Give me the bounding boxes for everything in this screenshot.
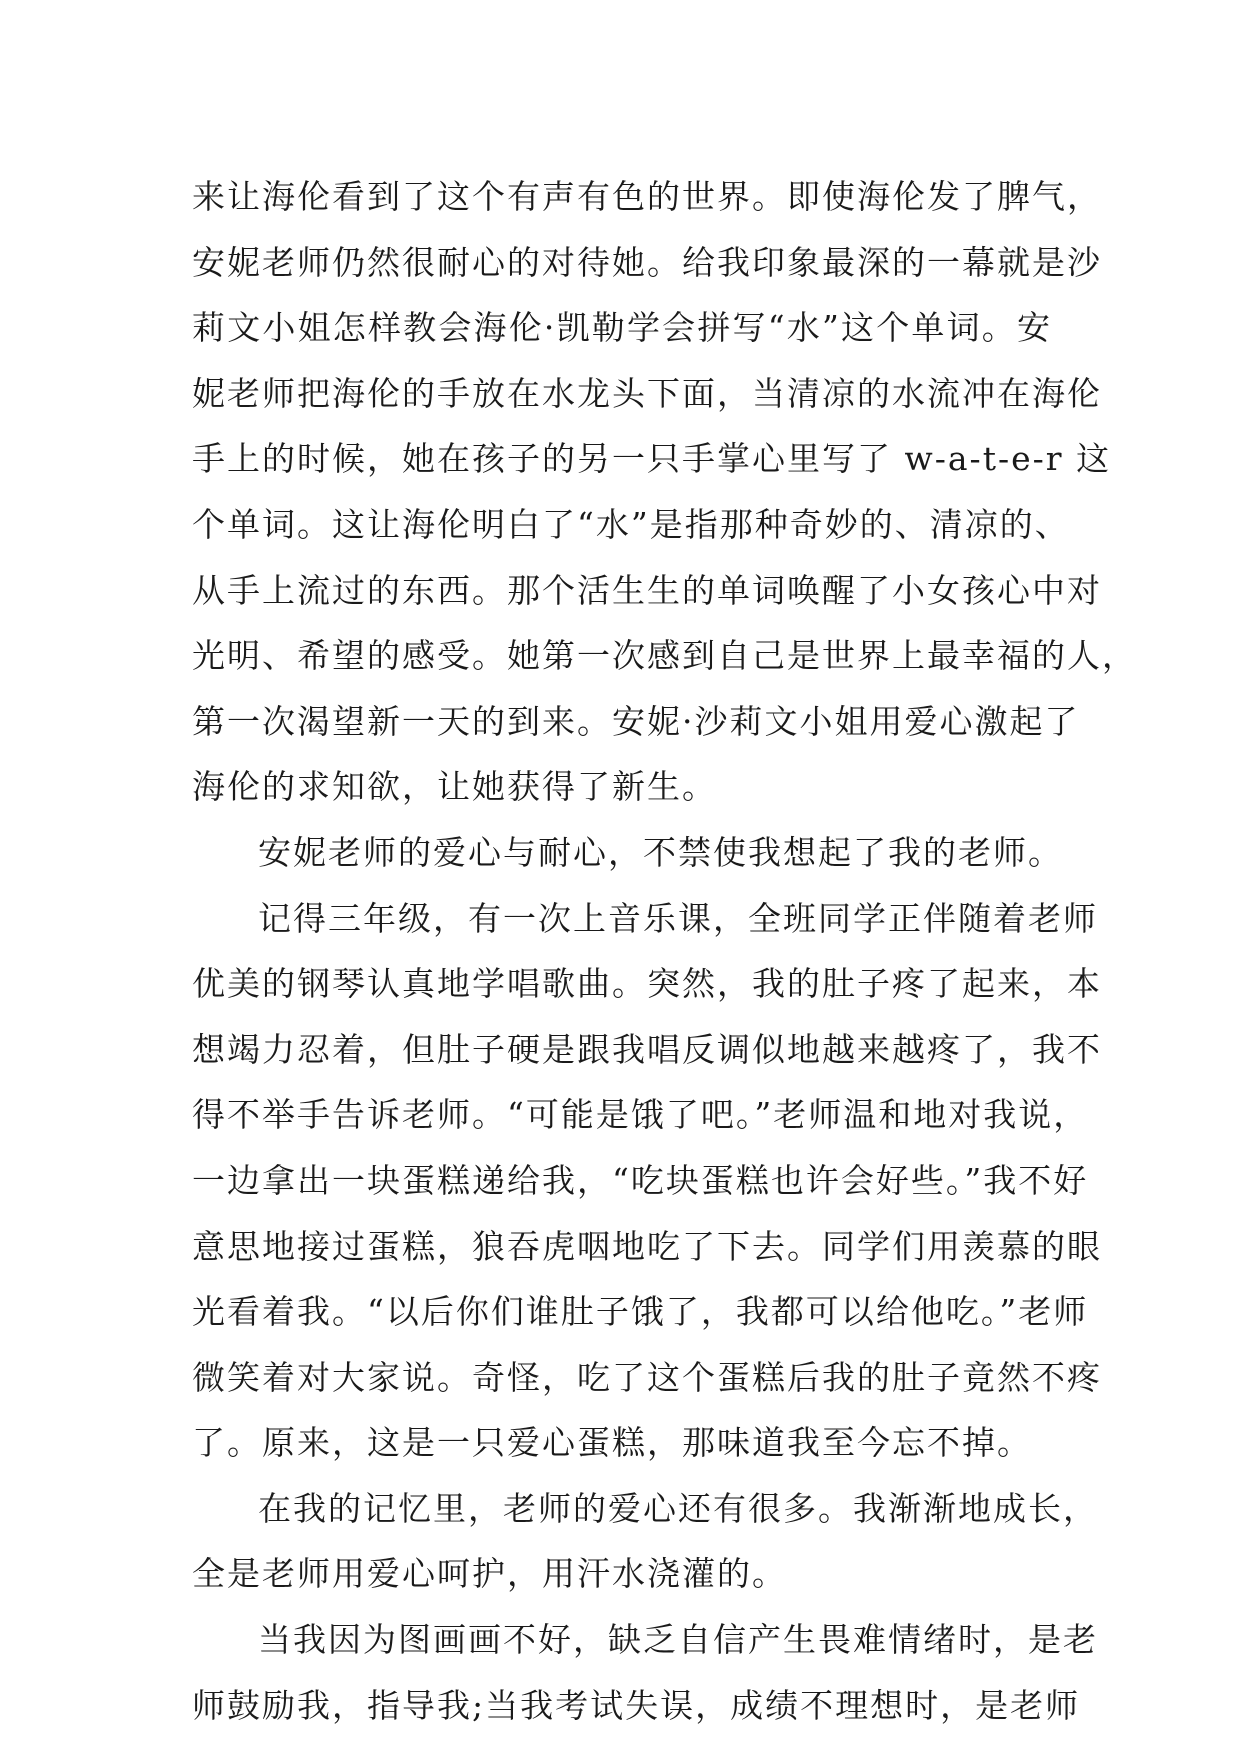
paragraph-start-line: 安妮老师的爱心与耐心，不禁使我想起了我的老师。: [258, 832, 1063, 872]
paragraph-start-line: 在我的记忆里，老师的爱心还有很多。我渐渐地成长，: [258, 1488, 1098, 1528]
text-line: 妮老师把海伦的手放在水龙头下面，当清凉的水流冲在海伦: [192, 373, 1102, 413]
text-line: 海伦的求知欲，让她获得了新生。: [192, 767, 717, 807]
text-line: 一边拿出一块蛋糕递给我，“吃块蛋糕也许会好些。”我不好: [192, 1160, 1089, 1200]
text-line: 来让海伦看到了这个有声有色的世界。即使海伦发了脾气，: [192, 177, 1102, 216]
text-line: 师鼓励我，指导我;当我考试失误，成绩不理想时，是老师: [192, 1685, 1081, 1725]
text-line: 安妮老师仍然很耐心的对待她。给我印象最深的一幕就是沙: [192, 242, 1102, 282]
text-line: 了。原来，这是一只爱心蛋糕，那味道我至今忘不掉。: [192, 1423, 1032, 1463]
text-line: 莉文小姐怎样教会海伦·凯勒学会拼写“水”这个单词。安: [192, 308, 1052, 348]
text-line: 手上的时候，她在孩子的另一只手掌心里写了 w-a-t-e-r 这: [192, 439, 1112, 479]
text-line: 个单词。这让海伦明白了“水”是指那种奇妙的、清凉的、: [192, 504, 1070, 544]
paragraph-start-line: 记得三年级，有一次上音乐课，全班同学正伴随着老师: [258, 898, 1098, 938]
text-line: 光看着我。“以后你们谁肚子饿了，我都可以给他吃。”老师: [192, 1292, 1089, 1332]
text-line: 全是老师用爱心呵护，用汗水浇灌的。: [192, 1554, 787, 1594]
paragraph-start-line: 当我因为图画画不好，缺乏自信产生畏难情绪时，是老: [258, 1620, 1098, 1660]
text-line: 光明、希望的感受。她第一次感到自己是世界上最幸福的人，: [192, 636, 1137, 676]
text-line: 从手上流过的东西。那个活生生的单词唤醒了小女孩心中对: [192, 570, 1102, 610]
text-line: 微笑着对大家说。奇怪，吃了这个蛋糕后我的肚子竟然不疼: [192, 1357, 1102, 1397]
text-line: 得不举手告诉老师。“可能是饿了吧。”老师温和地对我说，: [192, 1095, 1089, 1135]
text-line: 意思地接过蛋糕，狼吞虎咽地吃了下去。同学们用羡慕的眼: [192, 1226, 1102, 1266]
essay-body: [192, 164, 1137, 1738]
text-line: 想竭力忍着，但肚子硬是跟我唱反调似地越来越疼了，我不: [192, 1029, 1102, 1069]
text-line: 优美的钢琴认真地学唱歌曲。突然，我的肚子疼了起来，本: [192, 964, 1102, 1004]
text-line: 第一次渴望新一天的到来。安妮·沙莉文小姐用爱心激起了: [192, 701, 1080, 741]
